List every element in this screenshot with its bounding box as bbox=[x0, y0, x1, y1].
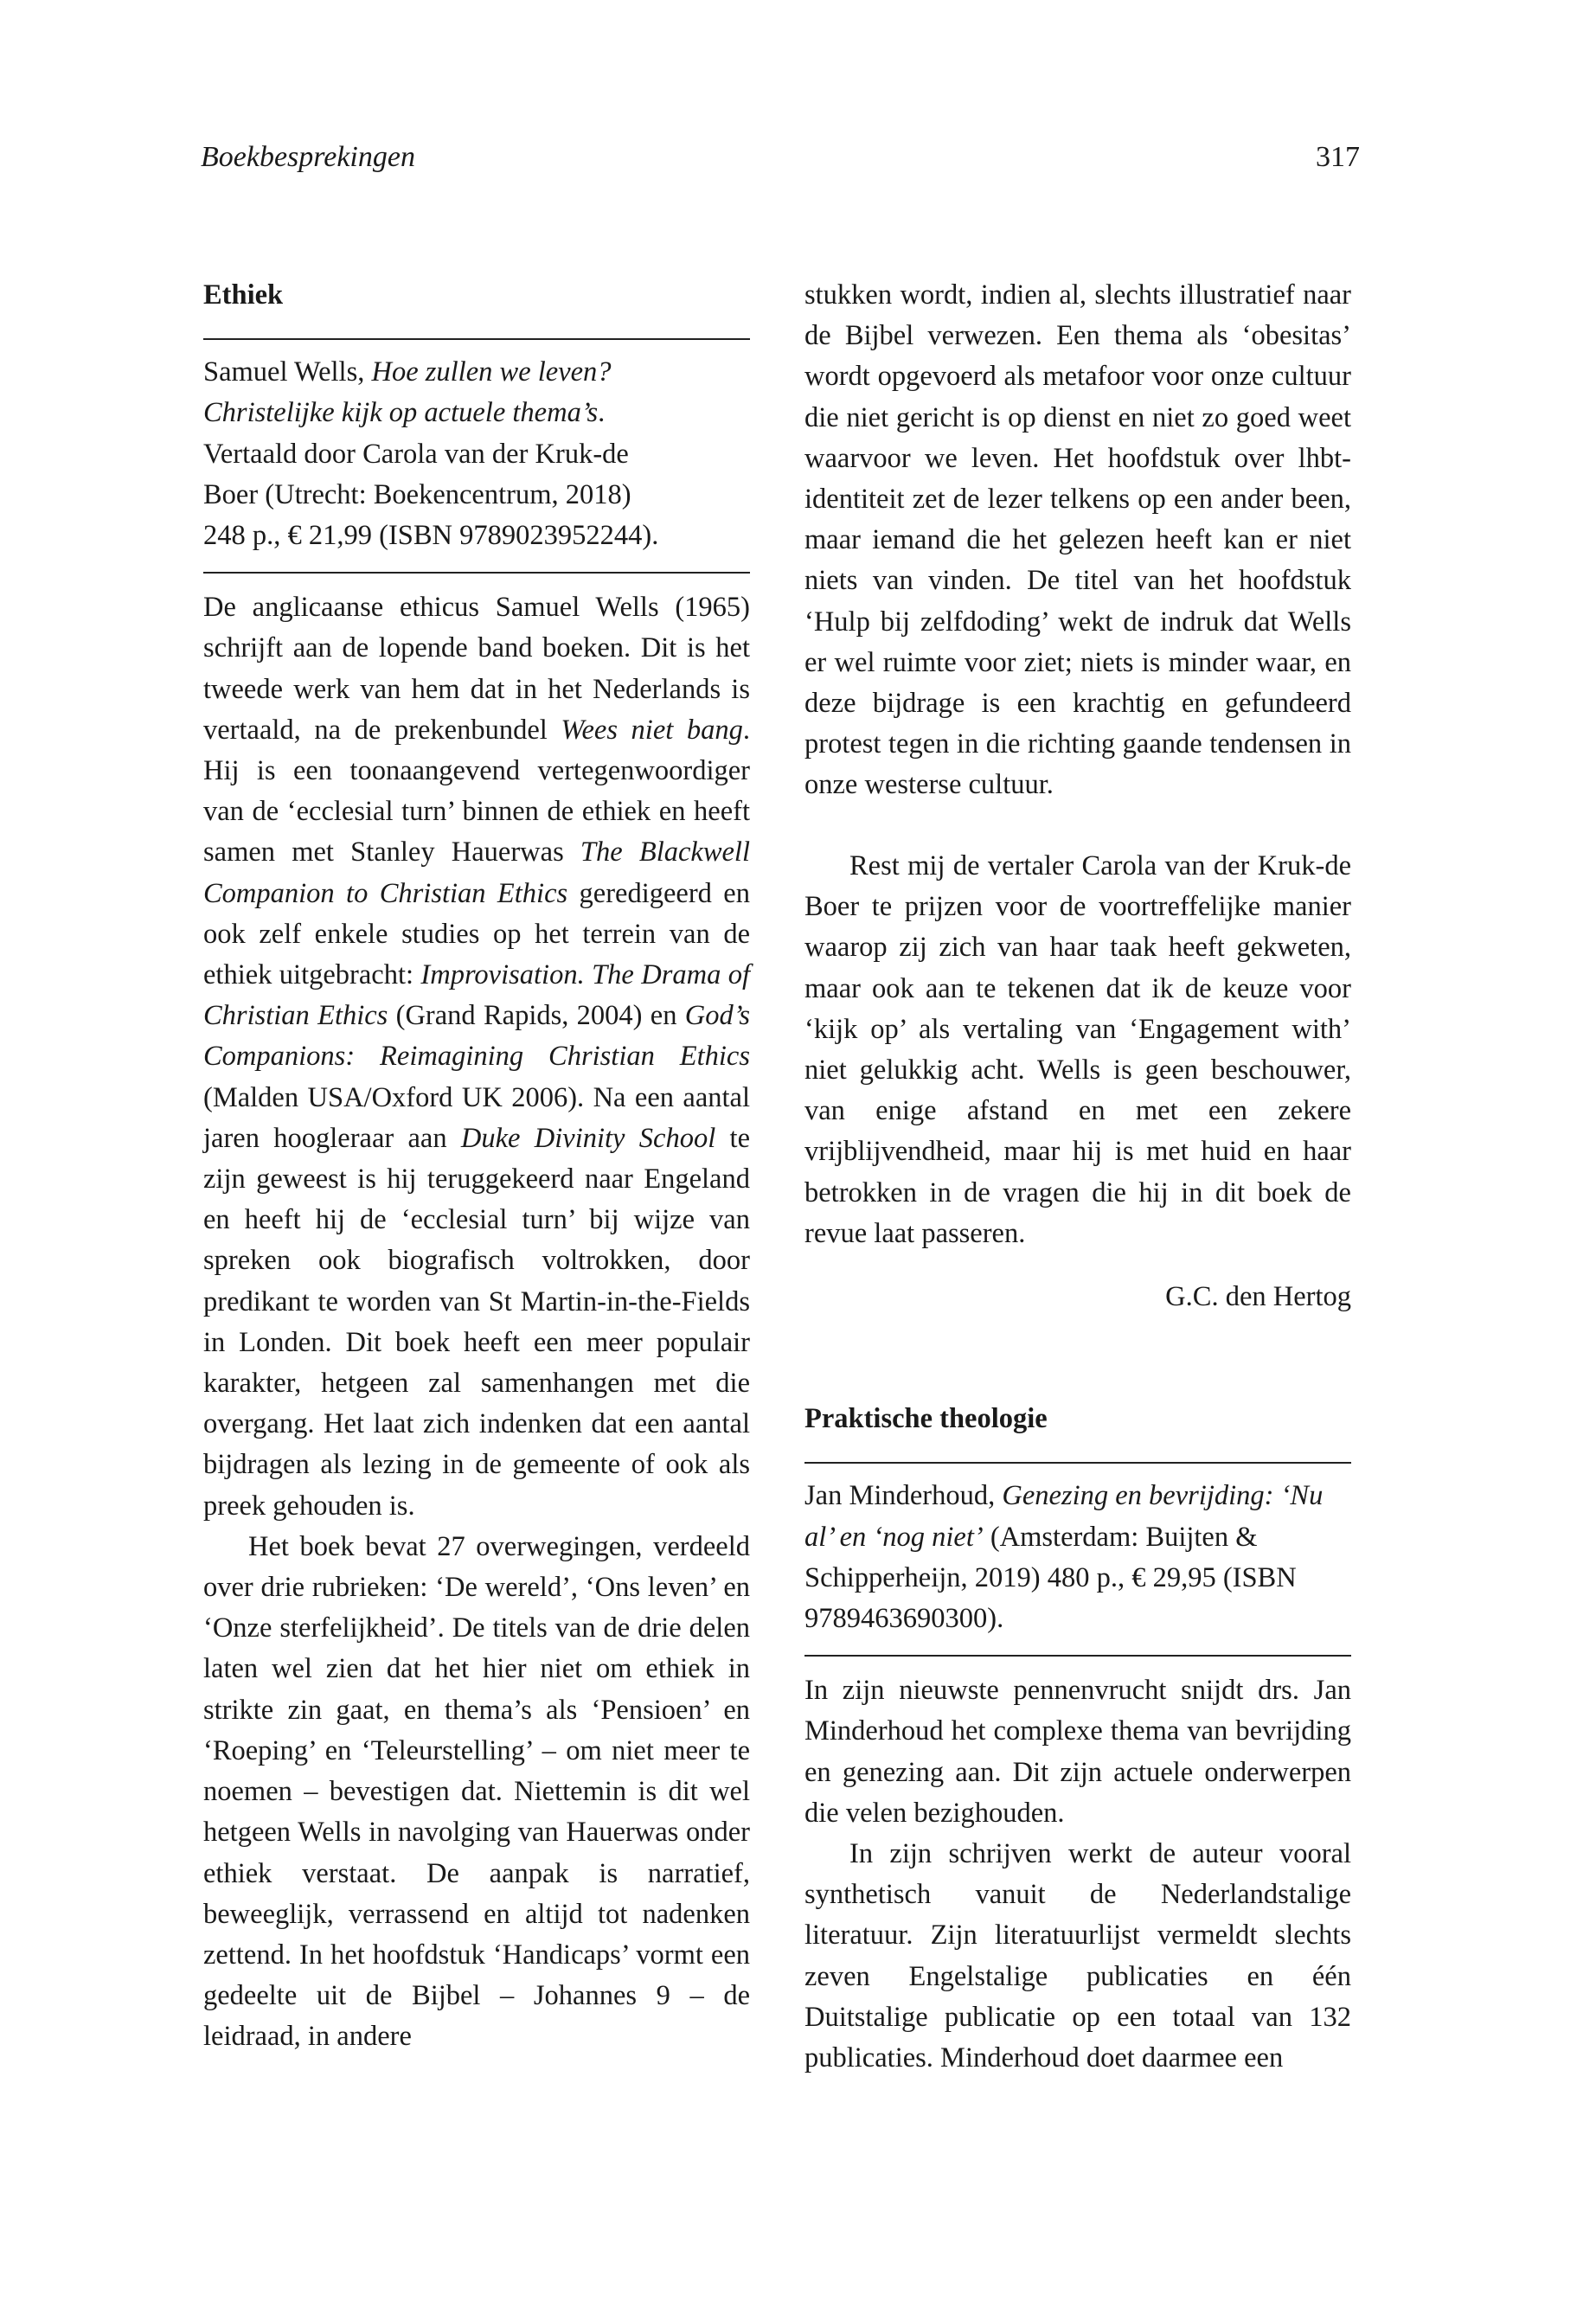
section-title-ethiek: Ethiek bbox=[203, 279, 284, 311]
page-number: 317 bbox=[1316, 141, 1360, 173]
italic-title: Improvisation. The Drama of Christian Ethics bbox=[203, 959, 750, 1032]
italic-title: Wees niet bang bbox=[561, 714, 743, 746]
text-run: geredigeerd en ook zelf enkele studies op het terrein van de ethiek uitgebracht: bbox=[203, 877, 750, 991]
left-column bbox=[203, 275, 750, 2058]
text-run: te zijn geweest is hij teruggekeerd naar Engeland en heeft hij de ‘ecclesial turn’ bij wijze van spreken ook biografisch voltrokken, door predikant te worden van St Martin-in-the-Fields in Londen. Dit boek heeft een meer populair karakter, hetgeen zal samenhangen met die overgang. Het laat zich indenken dat een aantal bijdragen als lezing in de gemeente of ook als preek gehouden is. bbox=[203, 1122, 750, 1522]
bib-details: . Vertaald door Carola van der Kruk-de Boer (Utrecht: Boekencentrum, 2018) 248 p., € 21,99 (ISBN 9789023952244). bbox=[203, 397, 659, 551]
bibliographic-entry bbox=[804, 1476, 1324, 1639]
italic-title: Duke Divinity School bbox=[460, 1122, 716, 1154]
bib-author: Jan Minderhoud, bbox=[804, 1480, 1003, 1512]
review-paragraph: Het boek bevat 27 overwegingen, verdeeld over drie rubrieken: ‘De wereld’, ‘Ons leven’ en ‘Onze sterfelijkheid’. De titels van de drie delen laten wel zien dat het hier niet om ethiek in strikte zin gaat, en thema’s als ‘Pensioen’ en ‘Roeping’ en ‘Teleurstelling’ – om niet meer te noemen – bevestigen dat. Niettemin is dit wel hetgeen Wells in navolging van Hauerwas onder ethiek verstaat. De aanpak is narratief, beweeglijk, verrassend en altijd tot nadenken zettend. In het hoofdstuk ‘Handicaps’ vormt een gedeelte uit de Bijbel – Johannes 9 – de leidraad, in andere bbox=[203, 1530, 750, 2053]
bib-title: Genezing en bevrijding: ‘Nu al’ en ‘nog niet’ bbox=[804, 1480, 1324, 1553]
review-paragraph: In zijn nieuwste pennenvrucht snijdt drs. Jan Minderhoud het complexe thema van bevrijding en genezing aan. Dit zijn actuele onderwerpen die velen bezighouden. bbox=[804, 1675, 1351, 1829]
running-head bbox=[201, 137, 1360, 178]
text-run: (Malden USA/Oxford UK 2006). Na een aantal jaren hoogleraar aan bbox=[203, 1081, 750, 1154]
text-run: stukken wordt, indien al, slechts illustratief naar de Bijbel verwezen. Een thema als ‘obesitas’ wordt opgevoerd als metafoor voor onze cultuur die niet gericht is op dienst en niet zo goed weet waarvoor we leven. Het hoofdstuk over lhbt-identiteit zet de lezer telkens op een ander been, maar iemand die het gelezen heeft kan er niet niets van vinden. De titel van het hoofdstuk ‘Hulp bij zelfdoding’ wekt de indruk dat Wells er wel ruimte voor ziet; niets is minder waar, en deze bijdrage is een krachtig en gefundeerd protest tegen in die richting gaande tendensen in onze westerse cultuur. bbox=[804, 279, 1351, 801]
section-title-praktische-theologie: Praktische theologie bbox=[804, 1403, 1048, 1435]
reviewer-signature: G.C. den Hertog bbox=[1165, 1281, 1351, 1313]
text-run: . Hij is een toonaangevend vertegenwoordiger van de ‘ecclesial turn’ binnen de ethiek en heeft samen met Stanley Hauerwas bbox=[203, 714, 750, 868]
review-paragraph: In zijn schrijven werkt de auteur vooral synthetisch vanuit de Nederlandstalige literatuur. Zijn literatuurlijst vermeldt slechts zeven Engelstalige publicaties en één Duitstalige publicatie op een totaal van 132 publicaties. Minderhoud doet daarmee een bbox=[804, 1838, 1351, 2074]
review-paragraph: Rest mij de vertaler Carola van der Kruk-de Boer te prijzen voor de voortreffelijke manier waarop zij zich van haar taak heeft gekweten, maar ook aan te tekenen dat ik de keuze voor ‘kijk op’ als vertaling van ‘Engagement with’ niet gelukkig acht. Wells is geen beschouwer, van enige afstand en met een zekere vrijblijvendheid, maar hij is met huid en haar betrokken in de vragen die hij in dit boek de revue laat passeren. bbox=[804, 850, 1351, 1249]
text-run: De anglicaanse ethicus Samuel Wells (1965) schrijft aan de lopende band boeken. Dit is het tweede werk van hem dat in het Nederlands is vertaald, na de prekenbundel bbox=[203, 592, 750, 746]
bibliographic-entry bbox=[203, 352, 670, 556]
italic-title: God’s Companions: Reimagining Christian Ethics bbox=[203, 1000, 750, 1073]
bib-details: (Amsterdam: Buijten & Schipperheijn, 2019) 480 p., € 29,95 (ISBN 9789463690300). bbox=[804, 1521, 1297, 1635]
review-paragraph-continued bbox=[804, 275, 1351, 846]
review-paragraph bbox=[203, 587, 750, 1527]
bib-title: Hoe zullen we leven? Christelijke kijk op actuele thema’s bbox=[203, 356, 612, 429]
bib-author: Samuel Wells, bbox=[203, 356, 372, 388]
italic-title: The Blackwell Companion to Christian Ethics bbox=[203, 836, 750, 909]
text-run: (Grand Rapids, 2004) en bbox=[388, 1000, 685, 1032]
running-title: Boekbesprekingen bbox=[201, 141, 415, 173]
right-column bbox=[804, 275, 1351, 2079]
